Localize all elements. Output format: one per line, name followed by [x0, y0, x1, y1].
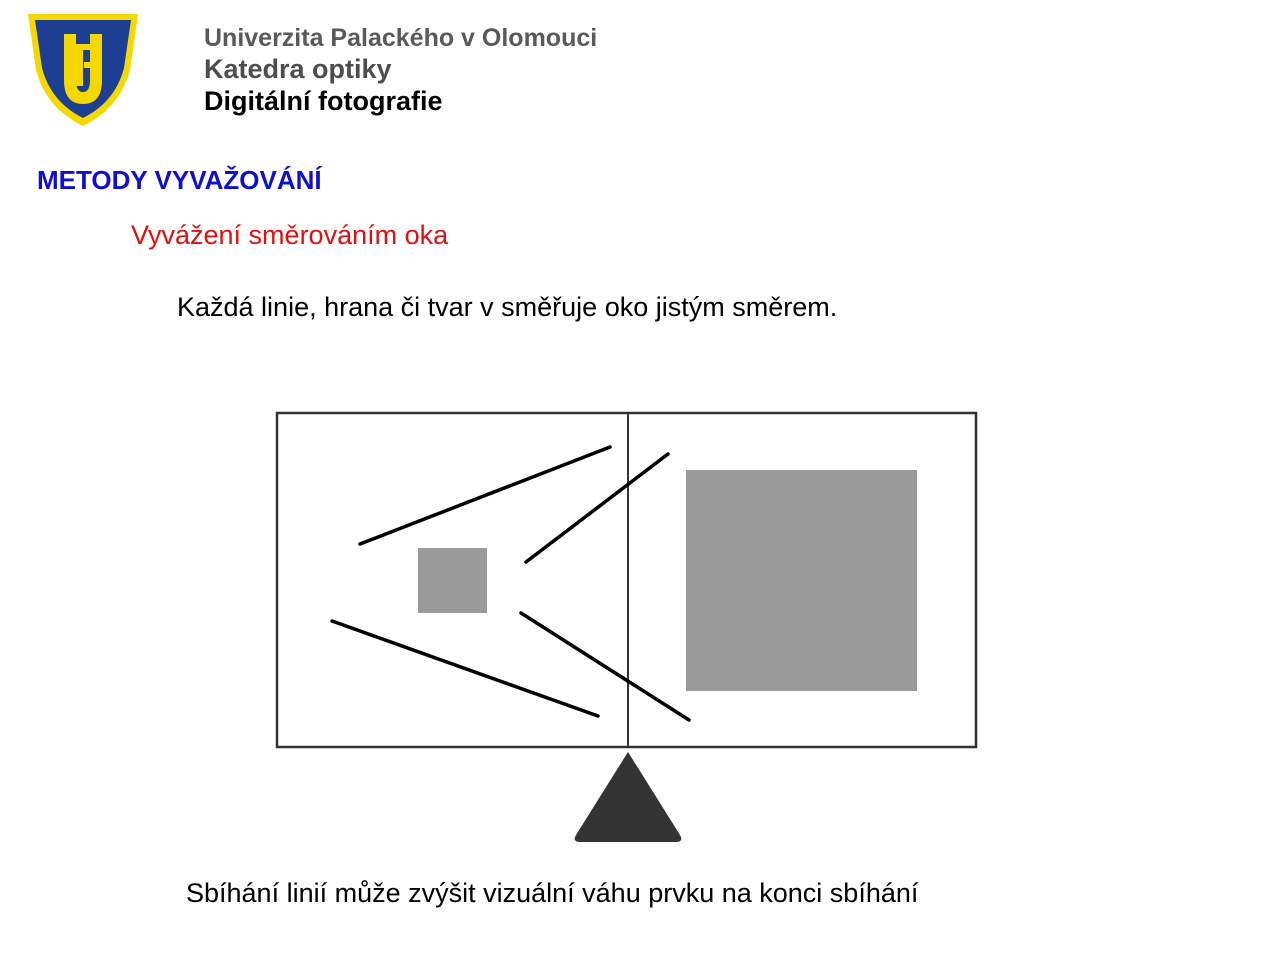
section-subtitle: Vyvážení směrováním oka: [131, 220, 449, 250]
department-name: Katedra optiky: [204, 54, 392, 84]
section-title: METODY VYVAŽOVÁNÍ: [37, 165, 322, 195]
university-logo: [24, 10, 142, 128]
converging-line-upper-left: [360, 447, 610, 544]
converging-line-lower-right: [521, 613, 689, 720]
university-name: Univerzita Palackého v Olomouci: [204, 24, 598, 52]
statement-text: Každá linie, hrana či tvar v směřuje oko jistým směrem.: [177, 292, 838, 322]
large-gray-square: [686, 470, 917, 691]
course-name: Digitální fotografie: [204, 86, 443, 116]
diagram-caption: Sbíhání linií může zvýšit vizuální váhu prvku na konci sbíhání: [186, 878, 919, 908]
fulcrum-triangle: [575, 752, 682, 842]
balance-diagram: [270, 405, 985, 850]
small-gray-square: [418, 548, 487, 613]
